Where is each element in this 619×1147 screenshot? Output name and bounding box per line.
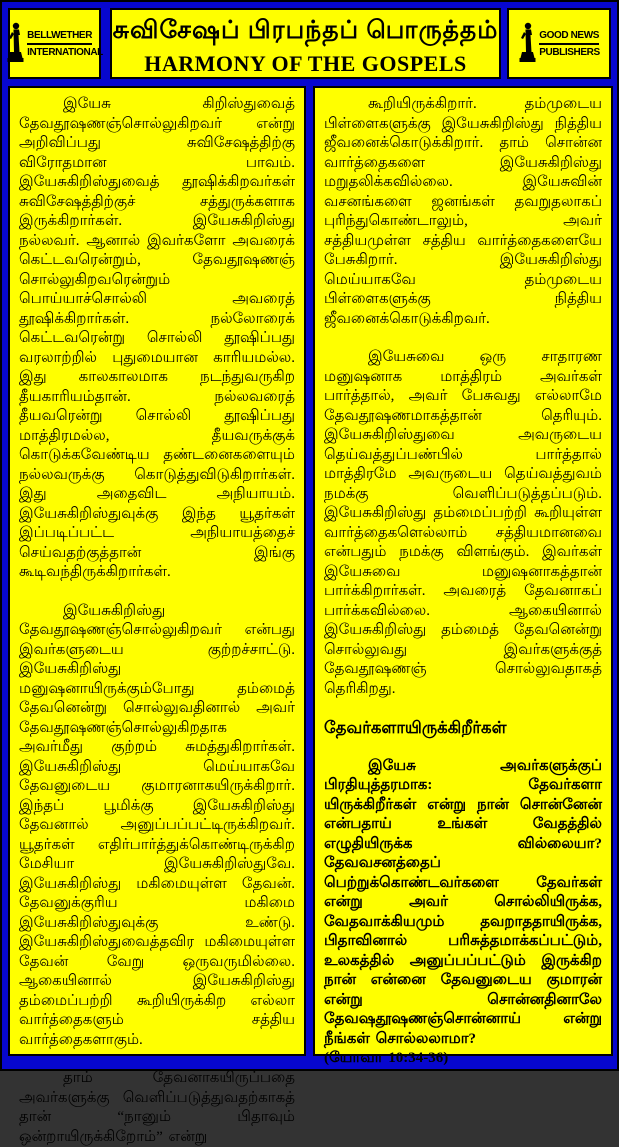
bellwether-subname: INTERNATIONAL [27, 46, 103, 58]
section-heading: தேவர்களாயிருக்கிறீர்கள் [324, 718, 507, 737]
body-paragraph: தாம் தேவனாகயிருப்பதை அவர்களுக்கு வெளிப்படுத்துவதற்காகத் தான் “நானும் பிதாவும் ஒன்றாயிருக்கிறோம்” என்று [19, 1070, 295, 1145]
goodnews-subname: PUBLISHERS [539, 46, 600, 58]
scripture-quote-paragraph: இயேசு அவர்களுக்குப் பிரதியுத்தரமாக: தேவர்களா யிருக்கிறீர்கள் என்று நான் சொன்னேன் என்பதாய் உங்கள் வேதத்தில் எழுதியிருக்க வில்லையா? தேவவசனத்தைப் பெற்றுக்கொண்டவர்களை தேவர்கள் என்று அவர் சொல்லியிருக்க, வேதவாக்கியமும் தவறாததாயிருக்க, பிதாவினால் பரிசுத்தமாக்கப்பட்டும், உலகத்தில் அனுப்பப்பட்டும் இருக்கிற நான் என்னை தேவனுடைய குமாரன் என்று சொன்னதினாலே தேவஷதூஷணஞ்சொன்னாய் என்று நீங்கள் சொல்லலாமா? [324, 757, 602, 1047]
right-text-column [313, 86, 613, 1066]
goodnews-logo [507, 8, 611, 79]
bellwether-logo-inner [10, 10, 103, 77]
body-paragraph: இயேசு கிறிஸ்துவைத் தேவதூஷணஞ்சொல்லுகிறவர் என்று அறிவிப்பது சுவிசேஷத்திற்கு விரோதமான பாவம். இயேசுகிறிஸ்துவைத் தூஷிக்கிறவர்கள் சுவிசேஷத்திற்குச் சத்துருக்களாக இருக்கிறார்கள். இயேசுகிறிஸ்து நல்லவர். ஆனால் இவர்களோ அவரைக் கெட்டவரென்றும், தேவதூஷணஞ் சொல்லுகிறவரென்றும் பொய்யாச்சொல்லி அவரைத் தூஷிக்கிறார்கள். நல்லோரைக் கெட்டவரென்று சொல்லி தூஷிப்பது வரலாற்றில் புதுமையான காரியமல்ல. இது காலகாலமாக நடந்துவருகிற தீயகாரியம்தான். நல்லவரைத் தீயவரென்று சொல்லி தூஷிப்பது மாத்திரமல்ல, தீயவருக்குக் கொடுக்கவேண்டிய தண்டனைகளையும் நல்லவருக்கு கொடுத்துவிடுகிறார்கள். இது அதைவிட அநியாயம். இயேசுகிறிஸ்துவுக்கு இந்த யூதர்கள் இப்படிப்பட்ட அநியாயத்தைச் செய்வதற்குத்தான் இங்கு கூடிவந்திருக்கிறார்கள். [19, 96, 295, 580]
masthead [110, 8, 501, 79]
bellwether-logo [8, 8, 101, 79]
goodnews-name: GOOD NEWS [539, 28, 599, 45]
bellwether-name: BELLWETHER [27, 28, 92, 45]
bellwether-logo-text [27, 28, 103, 60]
goodnews-logo-inner [509, 10, 609, 77]
body-paragraph: கூறியிருக்கிறார். தம்முடைய பிள்ளைகளுக்கு இயேசுகிறிஸ்து நித்திய ஜீவனைக்கொடுக்கிறார். தாம் சொன்ன வார்த்தைகளை இயேசுகிறிஸ்து மறுதலிக்கவில்லை. இயேசுவின் வசனங்களை ஜனங்கள் தவறுதலாகப் புரிந்துகொண்டாலும், அவர் சத்தியமுள்ள சத்திய வார்த்தைகளையே பேசுகிறார். இயேசுகிறிஸ்து மெய்யாகவே தம்முடைய பிள்ளைகளுக்கு நித்திய ஜீவனைக்கொடுக்கிறவர். [324, 96, 602, 327]
body-paragraph: இயேசுகிறிஸ்து தேவதூஷணஞ்சொல்லுகிறவர் என்பது இவர்களுடைய குற்றச்சாட்டு. இயேசுகிறிஸ்து மனுஷனாயிருக்கும்போது தம்மைத் தேவனென்று சொல்லுவதினால் அவர் தேவதூஷணஞ்சொல்லுகிறதாக அவர்மீது குற்றம் சுமத்துகிறார்கள். இயேசுகிறிஸ்து மெய்யாகவே தேவனுடைய குமாரனாகயிருக்கிறார். இந்தப் பூமிக்கு இயேசுகிறிஸ்து தேவனால் அனுப்பப்பட்டிருக்கிறவர். யூதர்கள் எதிர்பார்த்துக்கொண்டிருக்கிற மேசியா இயேசுகிறிஸ்துவே. இயேசுகிறிஸ்து மகிமையுள்ள தேவன். தேவனுக்குரிய மகிமை இயேசுகிறிஸ்துவுக்கு உண்டு. இயேசுகிறிஸ்துவைத்தவிர மகிமையுள்ள தேவன் வேறு ஒருவருமில்லை. ஆகையினால் இயேசுகிறிஸ்து தம்மைப்பற்றி கூறியிருக்கிற எல்லா வார்த்தைகளும் சத்திய வார்த்தைகளாகும். [19, 602, 295, 1048]
left-column-text [10, 88, 304, 1145]
herald-figure-icon [6, 22, 24, 66]
right-column-text [315, 88, 611, 1066]
herald-figure-icon [518, 22, 536, 66]
goodnews-logo-text [539, 28, 599, 60]
body-paragraph: இயேசுவை ஒரு சாதாரண மனுஷனாக மாத்திரம் அவர்கள் பார்த்தால், அவர் பேசுவது எல்லாமே தேவதூஷணமாகத்தான் தெரியும். இயேசுகிறிஸ்துவை அவருடைய தெய்வத்துப்பண்பில் பார்த்தால் மாத்திரமே அவருடைய தெய்வத்துவம் நமக்கு வெளிப்படுத்தப்படும். இயேசுகிறிஸ்து தம்மைப்பற்றி கூறியுள்ள வார்த்தைகளெல்லாம் சத்தியமானவை என்பதும் நமக்கு விளங்கும். இவர்கள் இயேசுவை மனுஷனாகத்தான் பார்க்கிறார்கள். அவரைத் தேவனாகப் பார்க்கவில்லை. ஆகையினால் இயேசுகிறிஸ்து தம்மைத் தேவனென்று சொல்லுவது இவர்களுக்குத் தேவதூஷணஞ் சொல்லுவதாகத் தெரிகிறது. [324, 349, 602, 697]
left-text-column [8, 86, 306, 1145]
scripture-reference: (யோவா 10:34-36) [324, 1050, 449, 1066]
page-title-tamil: சுவிசேஷப் பிரபந்தப் பொருத்தம் [112, 17, 499, 44]
page-title-english: HARMONY OF THE GOSPELS [144, 51, 467, 76]
